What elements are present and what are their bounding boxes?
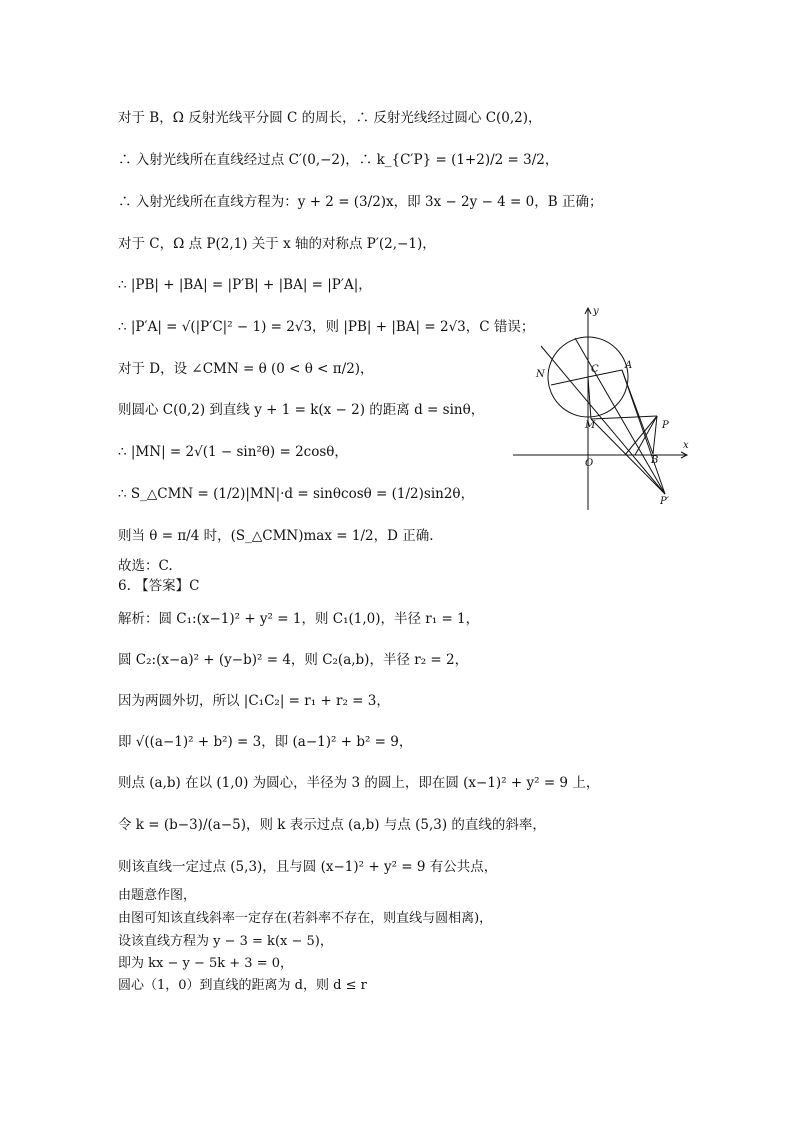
geometry-figure — [505, 298, 705, 518]
text-line: 圆 C₂:(x−a)² + (y−b)² = 4，则 C₂(a,b)，半径 r₂ = 2， — [118, 652, 469, 668]
text-line: 则当 θ = π/4 时，(S_△CMN)max = 1/2，D 正确. — [118, 528, 434, 544]
answer-heading: 6. 【答案】C — [118, 578, 200, 594]
segment-cn — [551, 377, 588, 385]
text-line: 圆心（1，0）到直线的距离为 d，则 d ≤ r — [118, 978, 367, 993]
label-n: N — [536, 369, 545, 380]
text-line: 解析：圆 C₁:(x−1)² + y² = 1，则 C₁(1,0)，半径 r₁ = 1， — [118, 611, 480, 627]
label-m: M — [585, 420, 596, 431]
text-line: 即 √((a−1)² + b²) = 3，即 (a−1)² + b² = 9， — [118, 734, 413, 750]
text-line: ∴ |MN| = 2√(1 − sin²θ) = 2cosθ， — [118, 444, 348, 460]
text-line: ∴ |PB| + |BA| = |P′B| + |BA| = |P′A|， — [118, 277, 372, 293]
text-line: 故选：C. — [118, 558, 173, 574]
text-line: 设该直线方程为 y − 3 = k(x − 5)， — [118, 934, 333, 949]
text-line: 则该直线一定过点 (5,3)，且与圆 (x−1)² + y² = 9 有公共点， — [118, 859, 498, 875]
line-n-b — [541, 346, 665, 494]
text-line: ∴ S_△CMN = (1/2)|MN|·d = sinθcosθ = (1/2)sin2θ， — [118, 486, 475, 502]
text-line: 由题意作图， — [118, 888, 197, 903]
text-line: ∴ 入射光线所在直线经过点 C′(0,−2)，∴ k_{C′P} = (1+2)/2 = 3/2， — [118, 152, 559, 168]
label-c: C — [591, 364, 599, 375]
label-p-prime: P′ — [660, 496, 669, 507]
text-line: 则圆心 C(0,2) 到直线 y + 1 = k(x − 2) 的距离 d = sinθ， — [118, 402, 485, 418]
label-a: A — [625, 360, 633, 371]
text-line: 对于 B，Ω 反射光线平分圆 C 的周长，∴ 反射光线经过圆心 C(0,2)， — [118, 110, 542, 126]
label-p: P — [662, 420, 669, 431]
text-line: 即为 kx − y − 5k + 3 = 0， — [118, 956, 294, 971]
text-line: 令 k = (b−3)/(a−5)，则 k 表示过点 (a,b) 与点 (5,3) 的直线的斜率， — [118, 817, 546, 833]
text-line: 则点 (a,b) 在以 (1,0) 为圆心，半径为 3 的圆上，即在圆 (x−1)² + y² = 9 上， — [118, 775, 600, 791]
text-line: ∴ |P′A| = √(|P′C|² − 1) = 2√3，则 |PB| + |BA| = 2√3，C 错误； — [118, 319, 535, 335]
label-x: x — [683, 440, 689, 451]
label-o: O — [585, 458, 594, 469]
label-b: B — [651, 455, 659, 466]
text-line: 对于 D，设 ∠CMN = θ (0 < θ < π/2)， — [118, 361, 374, 377]
label-y: y — [593, 306, 599, 317]
text-line: 由图可知该直线斜率一定存在(若斜率不存在，则直线与圆相离)， — [118, 911, 493, 926]
text-line: 对于 C，Ω 点 P(2,1) 关于 x 轴的对称点 P′(2,−1)， — [118, 236, 436, 252]
text-line: 因为两圆外切，所以 |C₁C₂| = r₁ + r₂ = 3， — [118, 693, 390, 709]
text-line: ∴ 入射光线所在直线方程为：y + 2 = (3/2)x，即 3x − 2y − 4 = 0，B 正确； — [118, 194, 603, 210]
